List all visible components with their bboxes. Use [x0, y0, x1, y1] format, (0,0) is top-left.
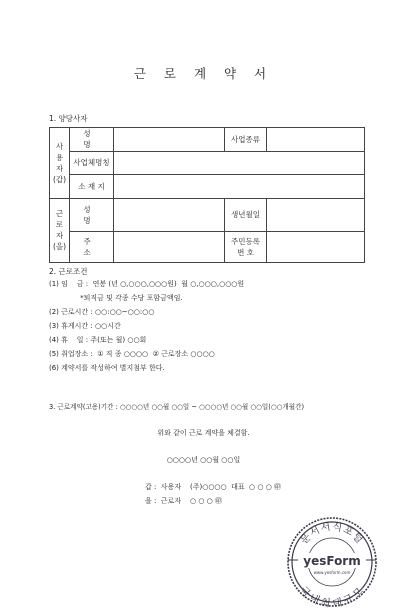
employer-name-row — [50, 128, 365, 152]
yesform-stamp-logo — [286, 516, 378, 608]
employer-group-label: 사 용 자 (갑) — [50, 128, 70, 199]
employer-name-label: 성 명 — [70, 128, 114, 152]
birth-date-label: 생년월일 — [225, 198, 267, 231]
business-name-label: 사업체명칭 — [70, 151, 114, 175]
wage-line: (1) 임 금 : 연봉 (년 ○,○○○,○○○원) 월 ○,○○○,○○○원 — [49, 280, 245, 288]
parties-table — [49, 127, 365, 263]
workplace-line: (5) 취업장소 : ① 직 종 ○○○○ ② 근로장소 ○○○○ — [49, 350, 215, 358]
business-type-field[interactable] — [267, 128, 365, 152]
party-a-signature-line: 갑 : 사용자 (주)○○○○ 대표 ○ ○ ○ ㊞ — [145, 483, 282, 491]
contract-period-line: 3. 근로계약(고용)기간 : ○○○○년 ○○월 ○○일 ~ ○○○○년 ○○월 ○○일(○○개월간) — [49, 403, 305, 411]
worker-name-label: 성 명 — [70, 198, 114, 231]
employer-name-field[interactable] — [114, 128, 225, 152]
holiday-line: (4) 휴 일 : 주(또는 월) ○○회 — [49, 336, 147, 344]
contract-date: ○○○○년 ○○월 ○○일 — [166, 456, 241, 464]
employer-address-row — [50, 175, 365, 199]
attachment-line: (6) 계약서를 작성하여 별지첨부 한다. — [49, 364, 165, 372]
work-hours-line: (2) 근로시간 : ○○:○○~○○:○○ — [49, 308, 155, 316]
svg-text:yesForm: yesForm — [303, 554, 361, 568]
document-title: 근 로 계 약 서 — [133, 66, 274, 81]
business-name-field[interactable] — [114, 151, 365, 175]
svg-text:문서서식포털: 문서서식포털 — [298, 521, 366, 547]
resident-number-field[interactable] — [267, 231, 365, 262]
section1-heading: 1. 양당사자 — [49, 114, 88, 123]
worker-name-field[interactable] — [114, 198, 225, 231]
resident-number-label: 주민등록 번 호 — [225, 231, 267, 262]
svg-text:www.yesform.com: www.yesform.com — [313, 570, 351, 575]
svg-text:국내최대규모: 국내최대규모 — [297, 585, 367, 608]
break-time-line: (3) 휴게시간 : ○○시간 — [49, 322, 121, 330]
worker-group-label: 근 로 자 (을) — [50, 198, 70, 262]
agreement-text: 위와 같이 근로 계약을 체결함. — [157, 429, 250, 437]
birth-date-field[interactable] — [267, 198, 365, 231]
employer-address-label: 소 재 지 — [70, 175, 114, 199]
employer-address-field[interactable] — [114, 175, 365, 199]
employer-business-row — [50, 151, 365, 175]
worker-address-row — [50, 231, 365, 262]
worker-name-row — [50, 198, 365, 231]
section2-heading: 2. 근로조건 — [49, 267, 88, 276]
party-b-signature-line: 을 : 근로자 ○ ○ ○ ㊞ — [145, 497, 222, 505]
wage-note: *퇴직금 및 각종 수당 포함금액임. — [49, 294, 183, 302]
worker-address-label: 주 소 — [70, 231, 114, 262]
business-type-label: 사업종류 — [225, 128, 267, 152]
worker-address-field[interactable] — [114, 231, 225, 262]
